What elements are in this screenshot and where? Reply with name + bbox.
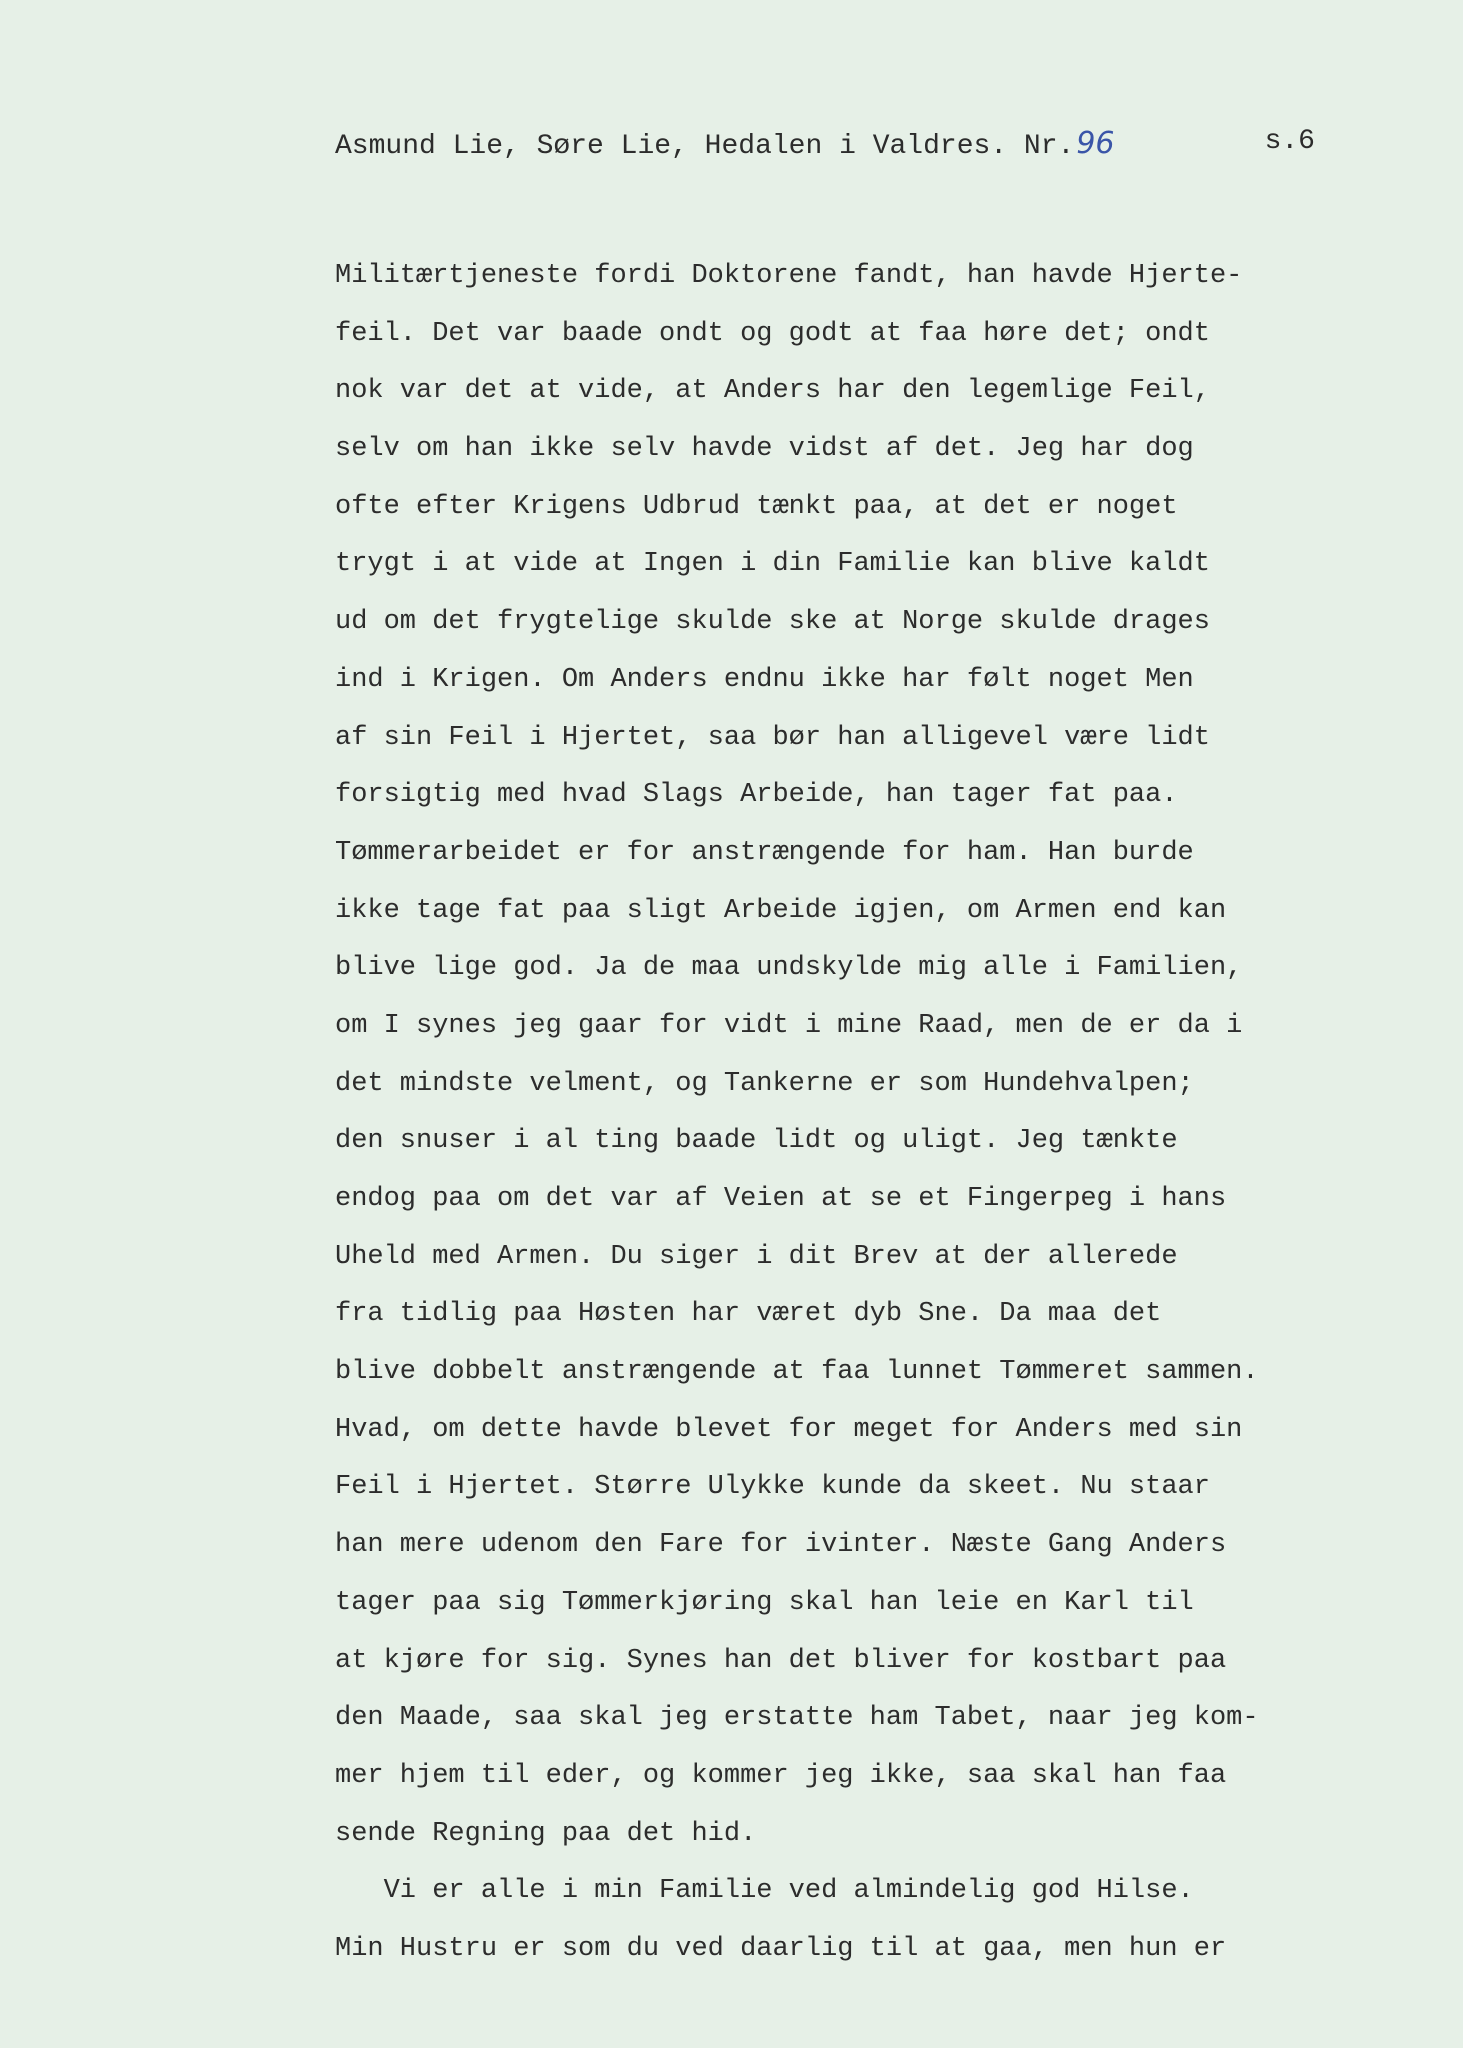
text-line: feil. Det var baade ondt og godt at faa høre det; ondt — [335, 318, 1210, 349]
text-line: ofte efter Krigens Udbrud tænkt paa, at det er noget — [335, 491, 1178, 522]
text-line: blive dobbelt anstrængende at faa lunnet Tømmeret sammen. — [335, 1357, 1259, 1388]
text-line: mer hjem til eder, og kommer jeg ikke, saa skal han faa — [335, 1760, 1227, 1791]
text-line: sende Regning paa det hid. — [335, 1818, 757, 1849]
text-line: forsigtig med hvad Slags Arbeide, han tager fat paa. — [335, 780, 1178, 811]
letter-body — [335, 248, 1335, 1979]
text-line: endog paa om det var af Veien at se et Fingerpeg i hans — [335, 1184, 1227, 1214]
handwritten-record-number: 96 — [1076, 126, 1115, 161]
text-line: den Maade, saa skal jeg erstatte ham Tabet, naar jeg kom- — [335, 1703, 1259, 1734]
text-line: fra tidlig paa Høsten har været dyb Sne. Da maa det — [335, 1299, 1162, 1330]
text-line: ind i Krigen. Om Anders endnu ikke har følt noget Men — [335, 664, 1194, 695]
page-header — [335, 126, 1315, 166]
text-line: om I synes jeg gaar for vidt i mine Raad, men de er da i — [335, 1010, 1243, 1041]
text-line: blive lige god. Ja de maa undskylde mig alle i Familien, — [335, 953, 1243, 984]
text-line: Feil i Hjertet. Større Ulykke kunde da skeet. Nu staar — [335, 1472, 1210, 1503]
text-line: Vi er alle i min Familie ved almindelig god Hilse. — [335, 1876, 1194, 1907]
text-line: Hvad, om dette havde blevet for meget for Anders med sin — [335, 1414, 1243, 1445]
text-line: han mere udenom den Fare for ivinter. Næste Gang Anders — [335, 1530, 1227, 1561]
text-line: af sin Feil i Hjertet, saa bør han alligevel være lidt — [335, 722, 1210, 753]
header-title-group — [335, 126, 1115, 162]
text-line: Tømmerarbeidet er for anstrængende for ham. Han burde — [335, 837, 1194, 868]
text-line: nok var det at vide, at Anders har den legemlige Feil, — [335, 376, 1210, 407]
text-line: ud om det frygtelige skulde ske at Norge skulde drages — [335, 607, 1210, 638]
page-number: s.6 — [1264, 126, 1315, 157]
text-line: tager paa sig Tømmerkjøring skal han leie en Karl til — [335, 1587, 1194, 1618]
header-title: Asmund Lie, Søre Lie, Hedalen i Valdres. Nr. — [335, 131, 1075, 162]
text-line: trygt i at vide at Ingen i din Familie kan blive kaldt — [335, 549, 1210, 580]
text-line: det mindste velment, og Tankerne er som Hundehvalpen; — [335, 1068, 1194, 1099]
text-line: Militærtjeneste fordi Doktorene fandt, han havde Hjerte- — [335, 261, 1243, 291]
text-line: ikke tage fat paa sligt Arbeide igjen, om Armen end kan — [335, 895, 1227, 926]
text-line: at kjøre for sig. Synes han det bliver for kostbart paa — [335, 1645, 1227, 1676]
text-line: Uheld med Armen. Du siger i dit Brev at der allerede — [335, 1241, 1178, 1272]
text-line: selv om han ikke selv havde vidst af det. Jeg har dog — [335, 434, 1194, 465]
text-line: den snuser i al ting baade lidt og uligt. Jeg tænkte — [335, 1126, 1178, 1157]
text-line: Min Hustru er som du ved daarlig til at gaa, men hun er — [335, 1933, 1227, 1964]
